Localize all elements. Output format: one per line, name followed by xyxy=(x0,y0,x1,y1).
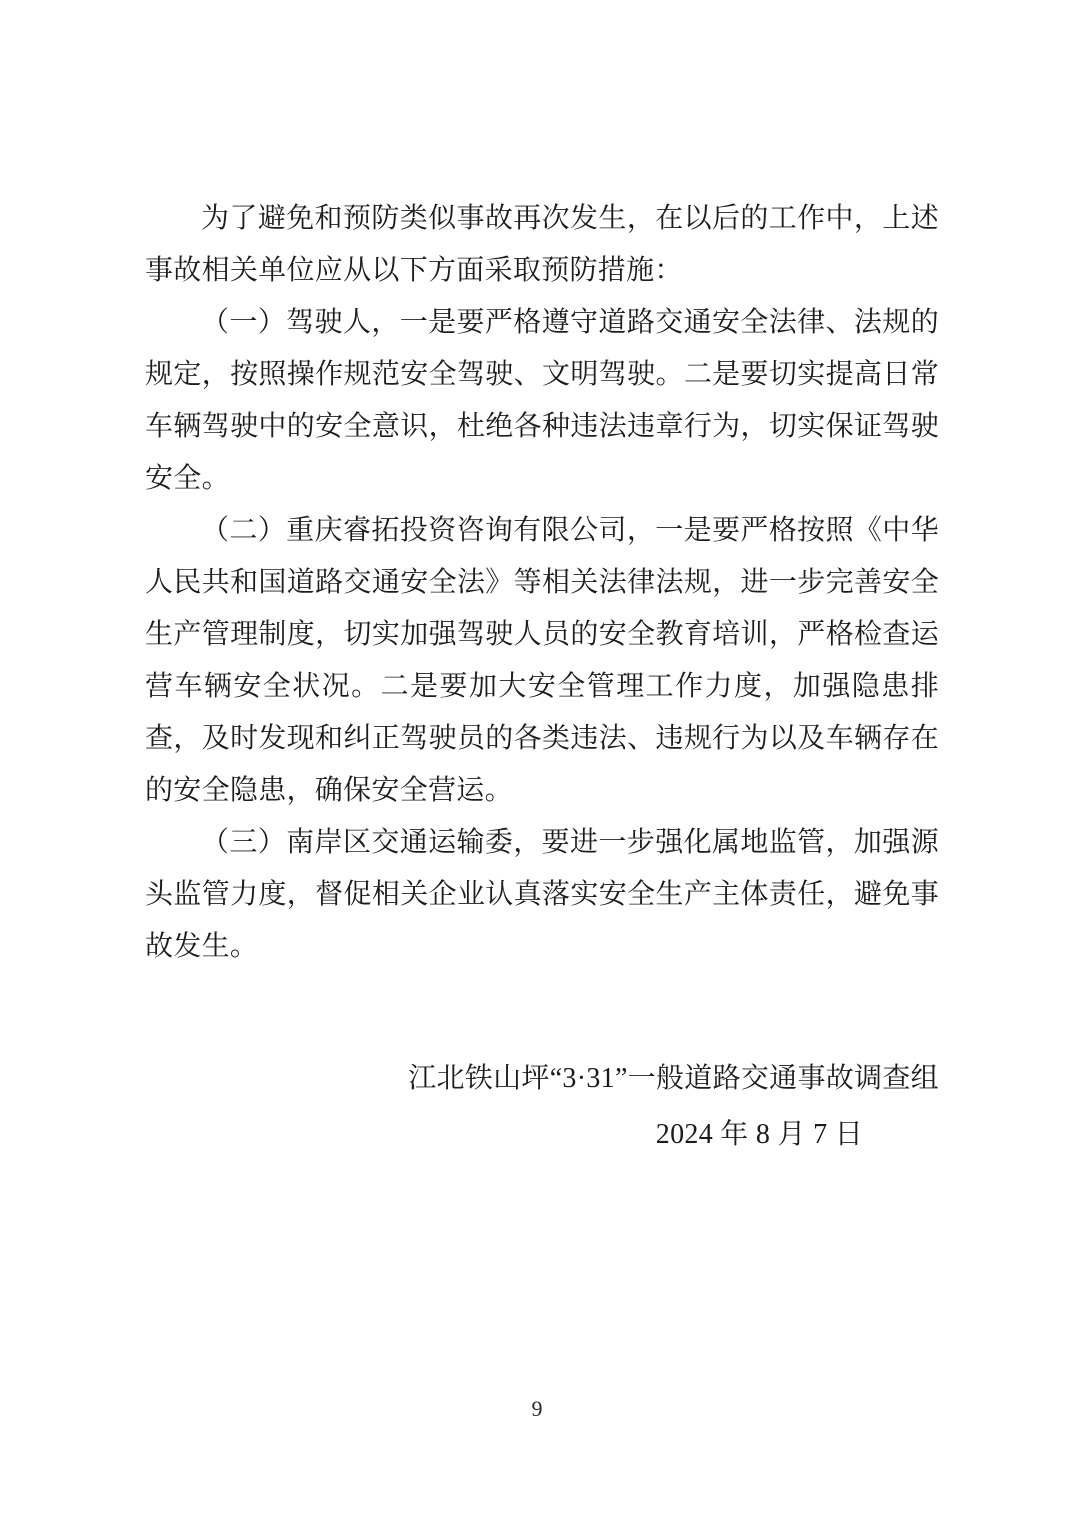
document-body xyxy=(145,193,939,1163)
signature-date: 2024 年 8 月 7 日 xyxy=(655,1119,863,1150)
body-paragraph: （一）驾驶人，一是要严格遵守道路交通安全法律、法规的规定，按照操作规范安全驾驶、文明驾驶。二是要切实提高日常车辆驾驶中的安全意识，杜绝各种违法违章行为，切实保证驾驶安全。 xyxy=(145,307,939,494)
signature-unit: 江北铁山坪“3·31”一般道路交通事故调查组 xyxy=(408,1063,939,1094)
page-number: 9 xyxy=(531,1396,543,1421)
body-paragraph: （三）南岸区交通运输委，要进一步强化属地监管，加强源头监管力度，督促相关企业认真落实安全生产主体责任，避免事故发生。 xyxy=(145,827,939,962)
body-paragraph: 为了避免和预防类似事故再次发生，在以后的工作中，上述事故相关单位应从以下方面采取预防措施： xyxy=(145,203,939,286)
body-paragraph: （二）重庆睿拓投资咨询有限公司，一是要严格按照《中华人民共和国道路交通安全法》等相关法律法规，进一步完善安全生产管理制度，切实加强驾驶人员的安全教育培训，严格检查运营车辆安全状况。二是要加大安全管理工作力度，加强隐患排查，及时发现和纠正驾驶员的各类违法、违规行为以及车辆存在的安全隐患，确保安全营运。 xyxy=(145,515,939,806)
signature-block xyxy=(145,1051,939,1163)
